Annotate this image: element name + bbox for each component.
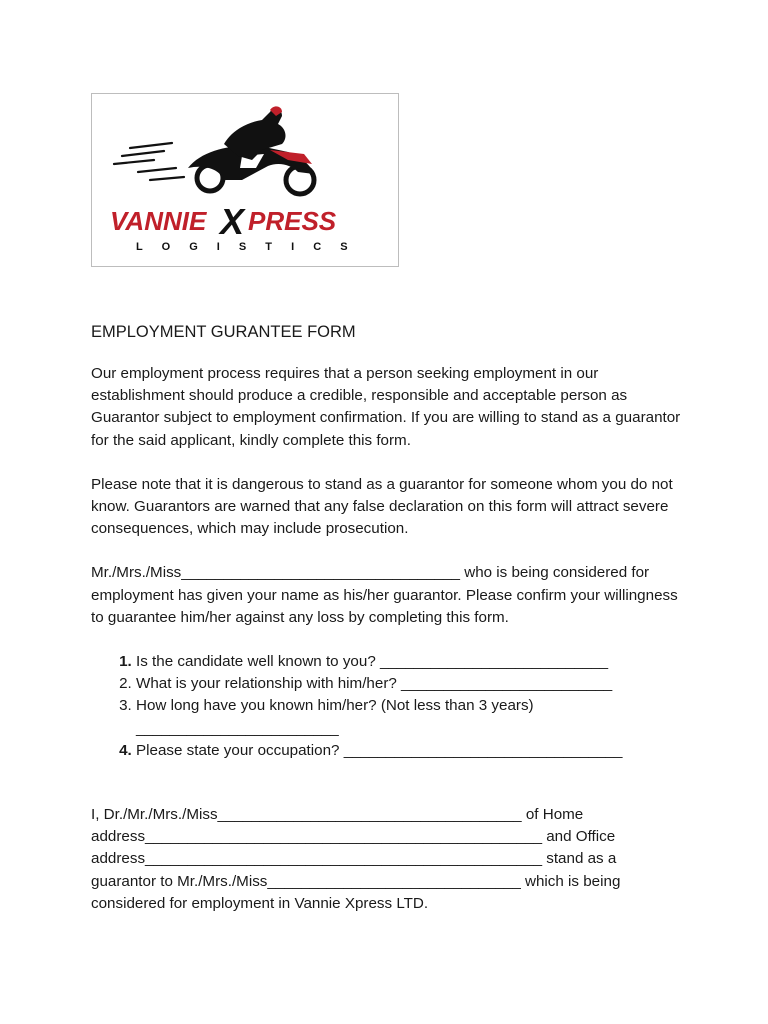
- logo-brand-left: VANNIE: [110, 206, 207, 236]
- form-title: EMPLOYMENT GURANTEE FORM: [91, 323, 356, 341]
- logo-brand-right: PRESS: [248, 206, 337, 236]
- intro-paragraph: Our employment process requires that a person seeking employment in our establishment should produce a credible, responsible and acceptable person as Guarantor subject to employment confirmation. If you are willing to stand as a guarantor for the said applicant, kindly complete this form.: [91, 365, 681, 449]
- candidate-paragraph: Mr./Mrs./Miss_________________________________ who is being considered for employment has given your name as his/her guarantor. Please confirm your willingness to guarantee him/her against any loss by completing this form.: [91, 564, 678, 626]
- warning-paragraph: Please note that it is dangerous to stand as a guarantor for someone whom you do not know. Guarantors are warned that any false declaration on this form will attract severe consequences, which may include prosecution.: [91, 475, 673, 538]
- list-item: 2. What is your relationship with him/her? _________________________: [136, 673, 681, 695]
- question-list: [91, 651, 681, 762]
- company-logo: [91, 93, 399, 267]
- logo-brand-x: X: [220, 201, 245, 242]
- logo-tagline: L O G I S T I C S: [136, 241, 356, 253]
- list-item: 1. Is the candidate well known to you? ___________________________: [136, 651, 681, 673]
- list-item: 4. Please state your occupation? _________________________________: [136, 740, 681, 762]
- declaration-paragraph: I, Dr./Mr./Mrs./Miss____________________________________ of Home address_______________________________________________ and Office address_______________________________________________ stand as a guarantor to Mr./Mrs./Miss______________________________ which is being considered for employment in Vannie Xpress LTD.: [91, 806, 621, 912]
- list-item: 3. How long have you known him/her? (Not less than 3 years) ________________________: [136, 695, 681, 739]
- motorcycle-logo-icon: [92, 94, 400, 268]
- form-body: [91, 320, 681, 937]
